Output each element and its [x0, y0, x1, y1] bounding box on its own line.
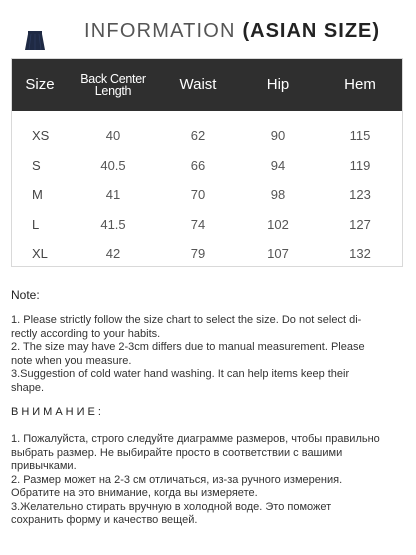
table-cell: 119 — [349, 157, 371, 173]
note-line: shape. — [11, 381, 45, 394]
title-light: INFORMATION — [84, 20, 236, 42]
table-row — [12, 180, 402, 210]
table-cell: 115 — [349, 128, 371, 143]
note-line: 1. Please strictly follow the size chart to select the size. Do not select di- — [11, 314, 362, 326]
header-hem: Hem — [344, 76, 376, 93]
table-cell: XS — [32, 128, 50, 143]
table-cell: XL — [32, 246, 48, 261]
table-row — [12, 239, 402, 269]
table-cell: 74 — [190, 216, 206, 232]
table-cell: 132 — [349, 246, 371, 261]
table-cell: 40.5 — [100, 157, 126, 173]
title-bold: (ASIAN SIZE) — [242, 20, 381, 42]
table-cell: 98 — [270, 187, 286, 202]
note-line: 2. Размер может на 2-3 см отличаться, из-за ручного измерения. — [11, 473, 343, 486]
table-cell: 41 — [105, 187, 121, 202]
header-hip: Hip — [266, 76, 290, 93]
table-cell: 42 — [105, 246, 121, 261]
table-cell: 41.5 — [100, 216, 126, 232]
note-line: привычками. — [11, 460, 77, 472]
note-line: rectly according to your habits. — [11, 327, 161, 340]
table-body — [12, 121, 402, 269]
size-table — [11, 58, 403, 267]
page-title — [84, 20, 380, 43]
note-line: выбрать размер. Не выбирайте просто в соответствии с вашими — [11, 446, 343, 459]
note-line: note when you measure. — [11, 354, 132, 367]
note-line: 3.Желательно стирать вручную в холодной воде. Это поможет — [11, 500, 332, 513]
table-cell: 66 — [190, 157, 206, 173]
note-line: сохранить форму и качество вещей. — [11, 514, 198, 526]
table-cell: 94 — [270, 157, 286, 173]
table-cell: 123 — [349, 187, 371, 202]
header-size: Size — [25, 76, 55, 93]
table-cell: 102 — [267, 216, 289, 232]
table-cell: 70 — [190, 187, 206, 202]
table-cell: 62 — [190, 128, 206, 143]
table-cell: 79 — [190, 246, 206, 261]
note-russian — [11, 433, 405, 528]
table-cell: S — [32, 157, 41, 173]
table-cell: 107 — [267, 246, 289, 261]
table-cell: 40 — [105, 128, 121, 143]
note-line: 3.Suggestion of cold water hand washing. It can help items keep their — [11, 368, 350, 380]
header-back-center-length: Back Center Length — [80, 72, 146, 98]
table-row — [12, 210, 402, 240]
table-cell: 127 — [349, 216, 371, 232]
table-header — [12, 59, 402, 111]
header-waist: Waist — [179, 76, 217, 93]
note-english — [11, 314, 405, 395]
note-title-russian: ВНИМАНИЕ: — [11, 406, 104, 418]
skirt-icon — [24, 30, 46, 52]
table-cell: M — [32, 187, 43, 202]
note-line: Обратите на это внимание, когда вы измеряете. — [11, 487, 258, 499]
table-cell: L — [32, 216, 40, 232]
table-cell: 90 — [270, 128, 286, 143]
table-row — [12, 121, 402, 151]
header — [0, 0, 416, 60]
table-row — [12, 151, 402, 181]
note-line: 1. Пожалуйста, строго следуйте диаграмме размеров, чтобы правильно — [11, 433, 380, 445]
note-line: 2. The size may have 2-3cm differs due to manual measurement. Please — [11, 341, 365, 353]
note-title: Note: — [11, 288, 40, 302]
